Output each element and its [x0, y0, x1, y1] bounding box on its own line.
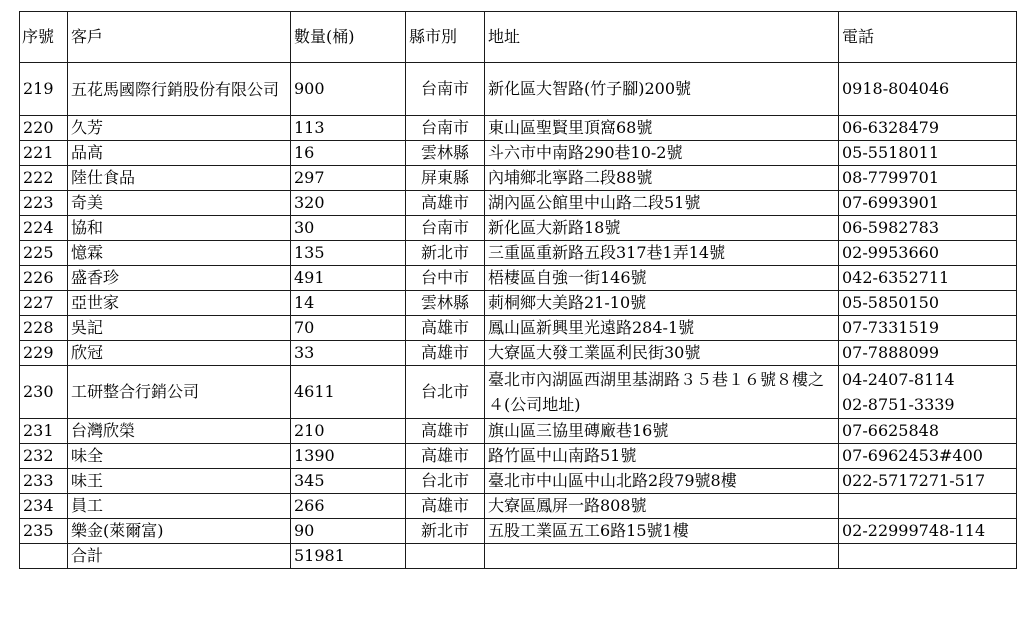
total-row	[20, 544, 1017, 569]
table-row	[20, 469, 1017, 494]
cell-seq: 228	[20, 316, 68, 341]
cell-quantity: 210	[291, 419, 406, 444]
cell-city: 高雄市	[406, 444, 485, 469]
cell-quantity: 16	[291, 141, 406, 166]
cell-address: 大寮區鳳屏一路808號	[485, 494, 839, 519]
cell-quantity: 4611	[291, 366, 406, 419]
cell-phone: 022-5717271-517	[839, 469, 1017, 494]
cell-seq: 225	[20, 241, 68, 266]
cell-city: 新北市	[406, 241, 485, 266]
cell-seq: 222	[20, 166, 68, 191]
cell-address: 臺北市中山區中山北路2段79號8樓	[485, 469, 839, 494]
cell-phone: 05-5850150	[839, 291, 1017, 316]
cell-phone: 042-6352711	[839, 266, 1017, 291]
cell-quantity: 33	[291, 341, 406, 366]
cell-city: 台南市	[406, 63, 485, 116]
cell-seq: 235	[20, 519, 68, 544]
cell-city: 台北市	[406, 469, 485, 494]
cell-quantity: 900	[291, 63, 406, 116]
cell-city: 台北市	[406, 366, 485, 419]
table-row	[20, 166, 1017, 191]
cell-phone: 02-22999748-114	[839, 519, 1017, 544]
table-row	[20, 291, 1017, 316]
cell-customer: 樂金(萊爾富)	[68, 519, 291, 544]
cell-customer: 工研整合行銷公司	[68, 366, 291, 419]
cell-customer: 協和	[68, 216, 291, 241]
table-row	[20, 141, 1017, 166]
cell-city: 新北市	[406, 519, 485, 544]
cell-address: 東山區聖賢里頂窩68號	[485, 116, 839, 141]
header-row	[20, 12, 1017, 63]
cell-seq: 233	[20, 469, 68, 494]
table-row	[20, 341, 1017, 366]
cell-customer: 味王	[68, 469, 291, 494]
cell-seq: 232	[20, 444, 68, 469]
cell-quantity: 1390	[291, 444, 406, 469]
cell-phone-line: 02-8751-3339	[842, 395, 955, 414]
cell-address: 大寮區大發工業區利民街30號	[485, 341, 839, 366]
cell-phone: 07-6962453#400	[839, 444, 1017, 469]
cell-address: 內埔鄉北寧路二段88號	[485, 166, 839, 191]
cell-phone	[839, 366, 1017, 419]
cell-city: 雲林縣	[406, 291, 485, 316]
cell-address: 斗六市中南路290巷10-2號	[485, 141, 839, 166]
cell-city: 高雄市	[406, 494, 485, 519]
cell-seq: 221	[20, 141, 68, 166]
table-row	[20, 519, 1017, 544]
table-row	[20, 241, 1017, 266]
cell-phone-empty	[839, 544, 1017, 569]
table-row	[20, 494, 1017, 519]
cell-address: 臺北市內湖區西湖里基湖路３５巷１６號８樓之４(公司地址)	[485, 366, 839, 419]
table-row	[20, 63, 1017, 116]
cell-address: 新化區大新路18號	[485, 216, 839, 241]
cell-phone: 08-7799701	[839, 166, 1017, 191]
cell-seq: 220	[20, 116, 68, 141]
cell-customer: 品高	[68, 141, 291, 166]
table-row	[20, 444, 1017, 469]
cell-phone-line: 04-2407-8114	[842, 370, 955, 389]
header-phone: 電話	[839, 12, 1017, 63]
cell-city: 台南市	[406, 216, 485, 241]
cell-city: 屏東縣	[406, 166, 485, 191]
header-seq: 序號	[20, 12, 68, 63]
table-row	[20, 116, 1017, 141]
cell-address: 三重區重新路五段317巷1弄14號	[485, 241, 839, 266]
table-row	[20, 216, 1017, 241]
cell-customer: 五花馬國際行銷股份有限公司	[68, 63, 291, 116]
cell-seq-empty	[20, 544, 68, 569]
cell-address: 莿桐鄉大美路21-10號	[485, 291, 839, 316]
cell-customer: 憶霖	[68, 241, 291, 266]
table-row	[20, 366, 1017, 419]
cell-phone: 06-6328479	[839, 116, 1017, 141]
header-city: 縣市別	[406, 12, 485, 63]
cell-address: 路竹區中山南路51號	[485, 444, 839, 469]
header-address: 地址	[485, 12, 839, 63]
cell-address: 新化區大智路(竹子腳)200號	[485, 63, 839, 116]
cell-quantity: 113	[291, 116, 406, 141]
cell-phone: 02-9953660	[839, 241, 1017, 266]
cell-city: 高雄市	[406, 341, 485, 366]
table-row	[20, 316, 1017, 341]
header-quantity: 數量(桶)	[291, 12, 406, 63]
cell-quantity: 135	[291, 241, 406, 266]
cell-city-empty	[406, 544, 485, 569]
cell-customer: 員工	[68, 494, 291, 519]
cell-seq: 226	[20, 266, 68, 291]
cell-seq: 224	[20, 216, 68, 241]
cell-phone: 07-7888099	[839, 341, 1017, 366]
total-label: 合計	[68, 544, 291, 569]
cell-seq: 231	[20, 419, 68, 444]
cell-quantity: 70	[291, 316, 406, 341]
cell-customer: 陸仕食品	[68, 166, 291, 191]
cell-customer: 味全	[68, 444, 291, 469]
cell-address: 五股工業區五工6路15號1樓	[485, 519, 839, 544]
cell-quantity: 297	[291, 166, 406, 191]
cell-quantity: 30	[291, 216, 406, 241]
cell-address: 旗山區三協里磚廠巷16號	[485, 419, 839, 444]
cell-phone: 07-7331519	[839, 316, 1017, 341]
total-quantity: 51981	[291, 544, 406, 569]
cell-phone: 07-6993901	[839, 191, 1017, 216]
cell-seq: 219	[20, 63, 68, 116]
cell-seq: 230	[20, 366, 68, 419]
cell-quantity: 14	[291, 291, 406, 316]
cell-city: 高雄市	[406, 316, 485, 341]
cell-seq: 223	[20, 191, 68, 216]
cell-city: 台南市	[406, 116, 485, 141]
cell-seq: 234	[20, 494, 68, 519]
cell-customer: 亞世家	[68, 291, 291, 316]
table-row	[20, 419, 1017, 444]
cell-phone: 05-5518011	[839, 141, 1017, 166]
cell-customer: 盛香珍	[68, 266, 291, 291]
cell-address: 湖內區公館里中山路二段51號	[485, 191, 839, 216]
cell-customer: 欣冠	[68, 341, 291, 366]
cell-customer: 久芳	[68, 116, 291, 141]
cell-customer: 台灣欣榮	[68, 419, 291, 444]
cell-quantity: 345	[291, 469, 406, 494]
cell-quantity: 491	[291, 266, 406, 291]
cell-address: 鳳山區新興里光遠路284-1號	[485, 316, 839, 341]
cell-city: 高雄市	[406, 191, 485, 216]
cell-city: 高雄市	[406, 419, 485, 444]
cell-quantity: 90	[291, 519, 406, 544]
table-row	[20, 266, 1017, 291]
header-customer: 客戶	[68, 12, 291, 63]
cell-phone: 07-6625848	[839, 419, 1017, 444]
cell-city: 雲林縣	[406, 141, 485, 166]
cell-customer: 奇美	[68, 191, 291, 216]
cell-phone	[839, 494, 1017, 519]
cell-seq: 229	[20, 341, 68, 366]
customer-table-sheet	[19, 11, 1017, 569]
cell-address-empty	[485, 544, 839, 569]
cell-quantity: 320	[291, 191, 406, 216]
cell-address: 梧棲區自強一街146號	[485, 266, 839, 291]
cell-customer: 吳記	[68, 316, 291, 341]
customer-table	[19, 11, 1017, 569]
cell-quantity: 266	[291, 494, 406, 519]
cell-phone: 06-5982783	[839, 216, 1017, 241]
table-row	[20, 191, 1017, 216]
cell-phone: 0918-804046	[839, 63, 1017, 116]
cell-seq: 227	[20, 291, 68, 316]
cell-city: 台中市	[406, 266, 485, 291]
